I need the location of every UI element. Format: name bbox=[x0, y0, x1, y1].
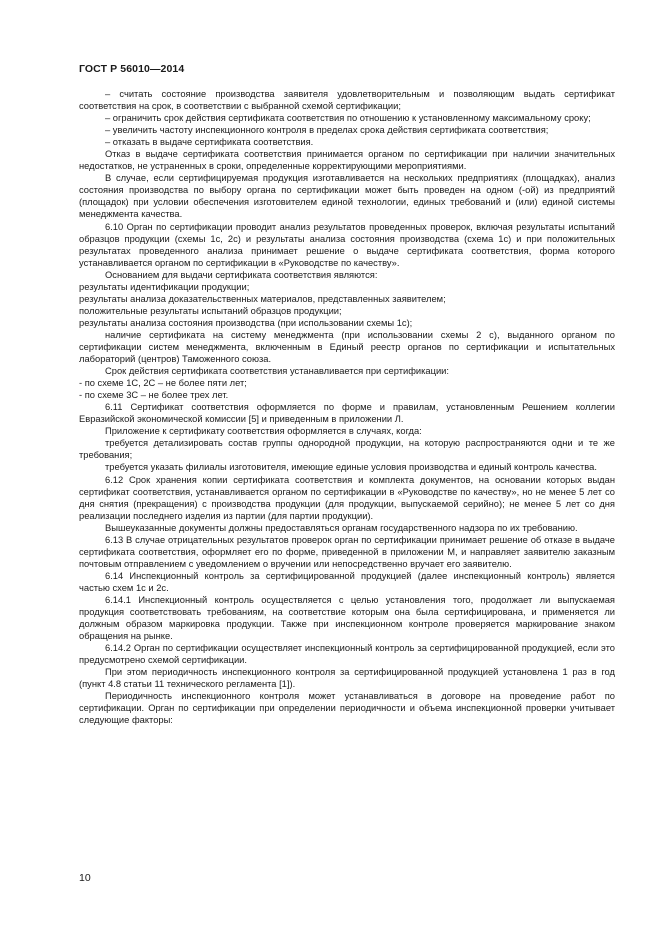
paragraph: Срок действия сертификата соответствия устанавливается при сертификации: bbox=[105, 366, 449, 377]
paragraph-section-6-13: 6.13 В случае отрицательных результатов проверок орган по сертификации принимает решение об отказе в выдаче сертификата соответствия, оформляет его по форме, приведенной в приложении М, и направляет заявителю заказным почтовым отправлением с уведомлением о вручении или непосредственно вручает его заявителю. bbox=[79, 534, 615, 569]
document-body bbox=[79, 88, 615, 726]
paragraph: При этом периодичность инспекционного контроля за сертифицированной продукцией установлена 1 раз в год (пункт 4.8 статьи 11 технического регламента [1]). bbox=[79, 667, 615, 690]
list-item: - по схеме 1С, 2С – не более пяти лет; bbox=[79, 378, 247, 389]
paragraph-section-6-14-1: 6.14.1 Инспекционный контроль осуществляется с целью установления того, продолжает ли выпускаемая продукция соответствовать требованиям, на соответствие которым она была сертифицирована, и применяется ли должным образом маркировка продукции. Также при инспекционном контроле проверяется маркирование знаком обращения на рынке. bbox=[79, 594, 615, 642]
paragraph: Отказ в выдаче сертификата соответствия принимается органом по сертификации при наличии значительных недостатков, не устраненных в сроки, определенные корректирующими мероприятиями. bbox=[79, 149, 615, 172]
paragraph-section-6-10: 6.10 Орган по сертификации проводит анализ результатов проведенных проверок, включая результаты испытаний образцов продукции (схемы 1с, 2с) и результаты анализа состояния производства (схема 1с) и при положительных результатах проведенного анализа принимает решение о выдаче сертификата соответствия, форма которого устанавливается органом по сертификации в «Руководстве по качеству». bbox=[79, 221, 615, 268]
list-item: положительные результаты испытаний образцов продукции; bbox=[79, 305, 342, 316]
paragraph: – ограничить срок действия сертификата соответствия по отношению к установленному максимальному сроку; bbox=[105, 113, 591, 124]
paragraph-section-6-14-2: 6.14.2 Орган по сертификации осуществляет инспекционный контроль за сертифицированной продукцией, если это предусмотрено схемой сертификации. bbox=[79, 643, 615, 666]
list-item: требуется указать филиалы изготовителя, имеющие единые условия производства и единый контроль качества. bbox=[105, 462, 597, 473]
page-number: 10 bbox=[79, 872, 91, 884]
list-item: результаты идентификации продукции; bbox=[79, 281, 250, 292]
paragraph: – отказать в выдаче сертификата соответствия. bbox=[105, 137, 314, 148]
paragraph: В случае, если сертифицируемая продукция изготавливается на нескольких предприятиях (площадках), анализ состояния производства по выбору органа по сертификации может быть проведен на одном (-ой) из предприятий (площадок) при условии обеспечения изготовителем единой технологии, единых требований и (или) единой системы менеджмента качества. bbox=[79, 173, 615, 220]
list-item: требуется детализировать состав группы однородной продукции, на которую распространяются одни и те же требования; bbox=[79, 438, 615, 461]
list-item: наличие сертификата на систему менеджмента (при использовании схемы 2 с), выданного органом по сертификации систем менеджмента, включенным в Единый реестр органов по сертификации и испытательных лабораторий (центров) Таможенного союза. bbox=[79, 329, 615, 365]
paragraph-section-6-14: 6.14 Инспекционный контроль за сертифицированной продукцией (далее инспекционный контроль) является частью схем 1с и 2с. bbox=[79, 570, 615, 593]
paragraph: Основанием для выдачи сертификата соответствия являются: bbox=[105, 269, 378, 280]
paragraph: Приложение к сертификату соответствия оформляется в случаях, когда: bbox=[105, 426, 422, 437]
paragraph-section-6-11: 6.11 Сертификат соответствия оформляется по форме и правилам, установленным Решением коллегии Евразийской экономической комиссии [5] и приведенным в приложении Л. bbox=[79, 402, 615, 425]
list-item: - по схеме 3С – не более трех лет. bbox=[79, 390, 229, 401]
paragraph: Периодичность инспекционного контроля может устанавливаться в договоре на проведение работ по сертификации. Орган по сертификации при определении периодичности и объема инспекционной проверки учитывает следующие факторы: bbox=[79, 691, 615, 726]
paragraph-section-6-12: 6.12 Срок хранения копии сертификата соответствия и комплекта документов, на основании которых выдан сертификат соответствия, устанавливается органом по сертификации в «Руководстве по качеству», но не менее 5 лет со дня снятия (прекращения) с производства продукции (для продукции, выпускаемой серийно); не менее 5 лет со дня реализации последнего изделия из партии (для партии продукции). bbox=[79, 474, 615, 521]
list-item: результаты анализа доказательственных материалов, представленных заявителем; bbox=[79, 293, 446, 304]
paragraph: – увеличить частоту инспекционного контроля в пределах срока действия сертификата соответствия; bbox=[105, 125, 549, 136]
paragraph: Вышеуказанные документы должны предоставляться органам государственного надзора по их требованию. bbox=[105, 522, 578, 533]
paragraph: – считать состояние производства заявителя удовлетворительным и позволяющим выдать сертификат соответствия на срок, в соответствии с выбранной схемой сертификации; bbox=[79, 89, 615, 112]
page-header: ГОСТ Р 56010—2014 bbox=[79, 63, 185, 75]
list-item: результаты анализа состояния производства (при использовании схемы 1с); bbox=[79, 317, 413, 328]
